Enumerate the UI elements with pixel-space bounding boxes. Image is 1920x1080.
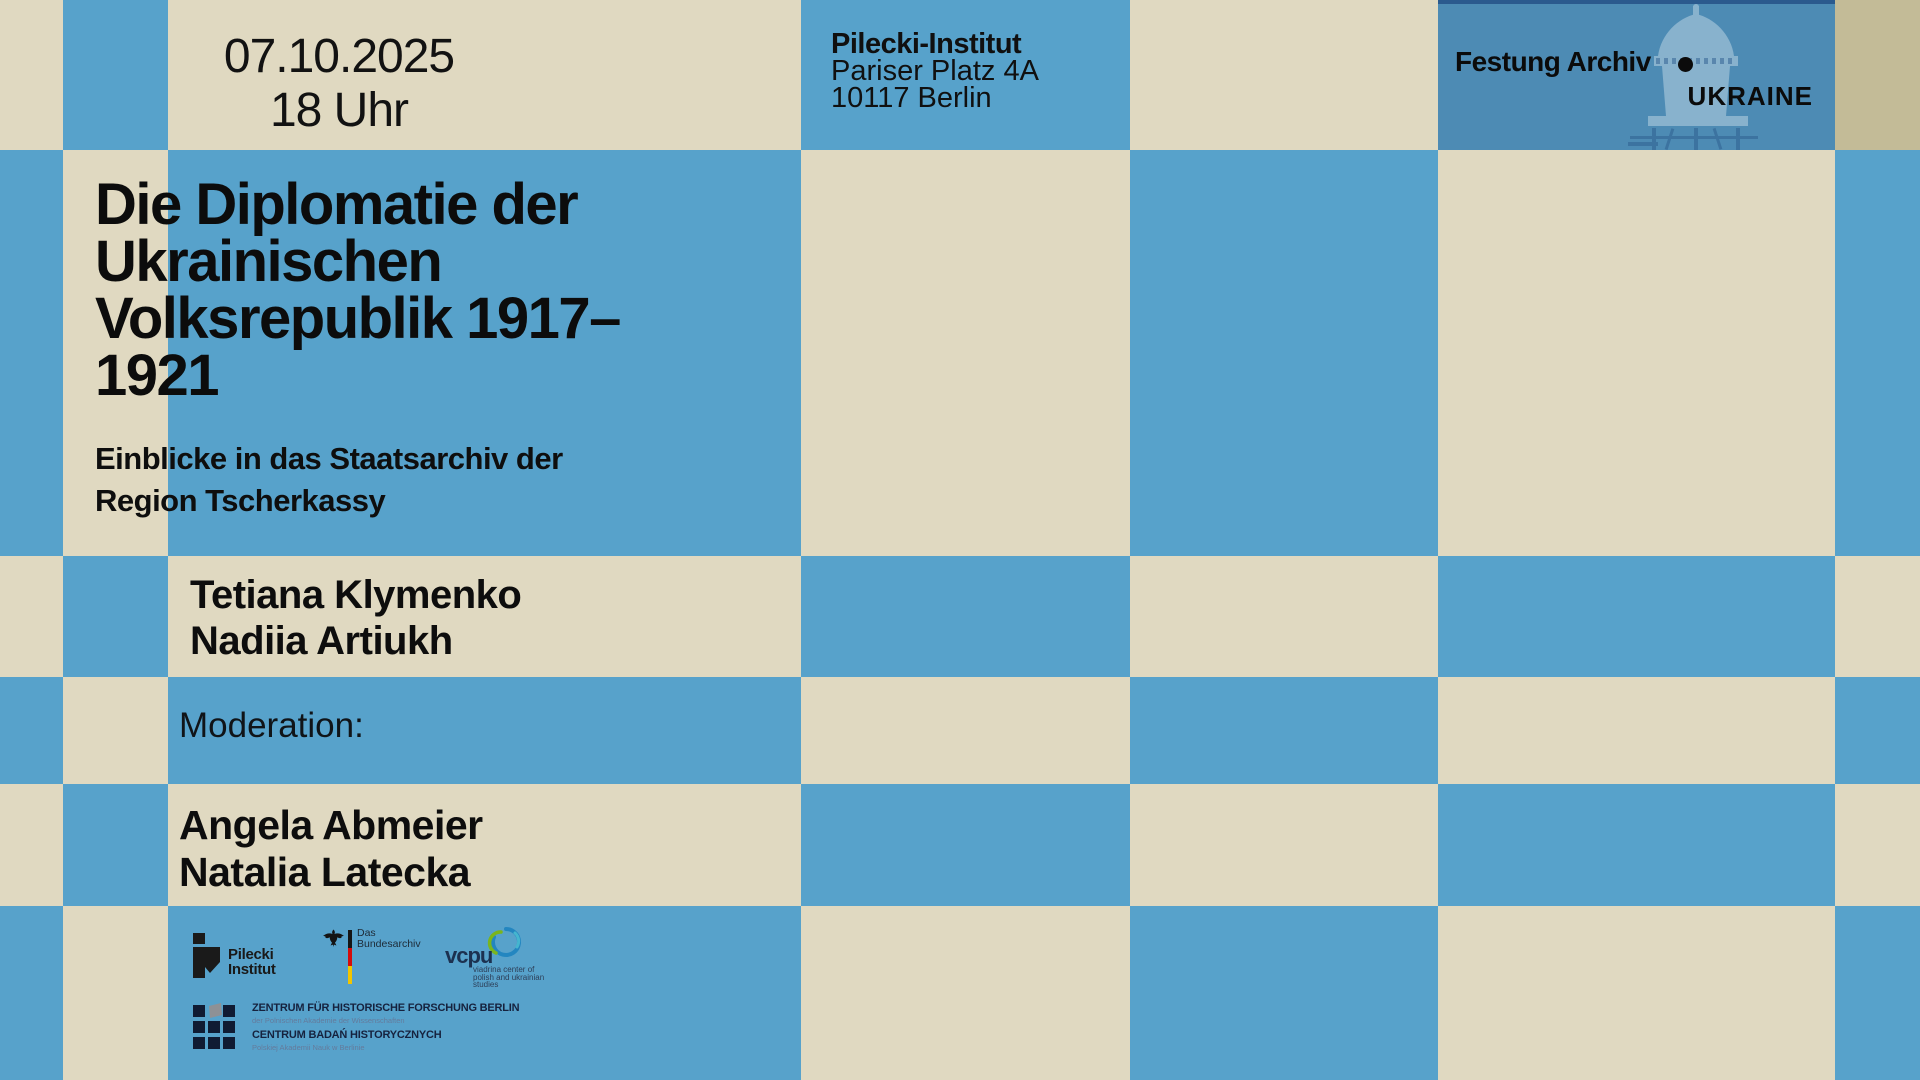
flag-red — [348, 948, 352, 966]
title-line: Volksrepublik 1917– — [95, 286, 620, 351]
flag-gold — [348, 966, 352, 984]
venue-block — [831, 28, 1039, 114]
checker-cell — [0, 556, 64, 678]
festung-archiv-label: Festung Archiv — [1455, 46, 1651, 77]
checker-cell — [1130, 150, 1439, 557]
pilecki-logo-line: Pilecki — [228, 946, 274, 963]
checker-cell — [801, 150, 1131, 557]
zentrum-logo — [193, 1002, 653, 1062]
checker-cell — [63, 677, 169, 785]
checker-cell — [1438, 784, 1836, 907]
checker-cell — [1130, 784, 1439, 907]
checker-cell — [1438, 906, 1836, 1080]
title-line: Ukrainischen — [95, 229, 442, 294]
vcpu-logo — [445, 925, 605, 995]
subtitle-line: Region Tscherkassy — [95, 483, 386, 518]
vcpu-wordmark: vcpu — [445, 943, 493, 968]
vcpu-subtitle-line: polish and ukrainian — [473, 972, 545, 982]
checker-cell — [1835, 556, 1920, 678]
event-date: 07.10.2025 — [223, 30, 455, 83]
pilecki-logo-line: Institut — [228, 961, 276, 978]
speaker-name: Tetiana Klymenko — [190, 573, 522, 617]
moderators-list — [179, 802, 483, 896]
vcpu-subtitle — [473, 966, 544, 989]
checker-cell — [1835, 784, 1920, 907]
festung-archiv-banner — [1438, 0, 1835, 150]
checker-cell — [801, 556, 1131, 678]
title-line: Die Diplomatie der — [95, 172, 578, 237]
venue-street: Pariser Platz 4A — [831, 55, 1039, 87]
bundesarchiv-line: Bundesarchiv — [357, 937, 421, 950]
bullet-icon — [1678, 57, 1693, 72]
checker-cell — [1130, 556, 1439, 678]
zentrum-subtitle-pl: Polskiej Akademii Nauk w Berlinie — [252, 1043, 365, 1052]
speaker-name: Nadiia Artiukh — [190, 619, 453, 663]
checker-cell — [63, 784, 169, 907]
zentrum-subtitle-de: der Polnischen Akademie der Wissenschaften — [252, 1016, 405, 1025]
checker-cell — [1835, 677, 1920, 785]
checker-cell — [1835, 906, 1920, 1080]
festung-country-label: UKRAINE — [1687, 81, 1813, 111]
title-line: 1921 — [95, 343, 219, 408]
checker-cell — [63, 0, 169, 151]
federal-eagle-icon — [322, 929, 345, 950]
vcpu-subtitle-line: viadrina center of — [473, 965, 535, 974]
checker-cell — [1438, 677, 1836, 785]
vcpu-subtitle-line: studies — [473, 980, 499, 990]
checker-cell — [1835, 150, 1920, 557]
event-date-block — [169, 30, 509, 138]
checker-cell — [1130, 906, 1439, 1080]
checker-cell — [0, 906, 64, 1080]
checker-cell — [1130, 0, 1439, 151]
event-subtitle — [95, 438, 563, 522]
speakers-list — [190, 572, 521, 664]
bundesarchiv-line: Das — [357, 927, 376, 939]
venue-city: 10117 Berlin — [831, 82, 992, 114]
zentrum-grid-icon — [193, 1003, 235, 1055]
moderator-name: Angela Abmeier — [179, 802, 483, 848]
flag-black — [348, 930, 352, 948]
event-time: 18 Uhr — [269, 84, 409, 137]
checker-cell — [1438, 150, 1836, 557]
moderator-name: Natalia Latecka — [179, 849, 471, 895]
checker-cell — [801, 677, 1131, 785]
checker-cell — [0, 150, 64, 557]
subtitle-line: Einblicke in das Staatsarchiv der — [95, 441, 563, 476]
checker-cell — [1835, 0, 1920, 151]
checker-cell — [1130, 677, 1439, 785]
bundesarchiv-logo-text — [357, 928, 421, 949]
german-flag-stripe — [348, 930, 352, 984]
checker-cell — [801, 784, 1131, 907]
checker-cell — [0, 784, 64, 907]
venue-name: Pilecki-Institut — [831, 28, 1022, 60]
checker-cell — [1438, 556, 1836, 678]
vcpu-swirl-icon — [487, 925, 525, 963]
event-title — [95, 172, 620, 408]
checker-cell — [63, 556, 169, 678]
zentrum-title-pl: CENTRUM BADAŃ HISTORYCZNYCH — [252, 1029, 442, 1041]
zentrum-logo-text — [252, 1002, 519, 1052]
moderation-label: Moderation: — [179, 706, 364, 745]
checker-cell — [0, 0, 64, 151]
pilecki-mark-icon — [193, 933, 223, 983]
pilecki-logo-text — [228, 947, 276, 977]
checker-cell — [63, 906, 169, 1080]
checker-cell — [801, 906, 1131, 1080]
checker-cell — [0, 677, 64, 785]
zentrum-title-de: ZENTRUM FÜR HISTORISCHE FORSCHUNG BERLIN — [252, 1002, 520, 1014]
